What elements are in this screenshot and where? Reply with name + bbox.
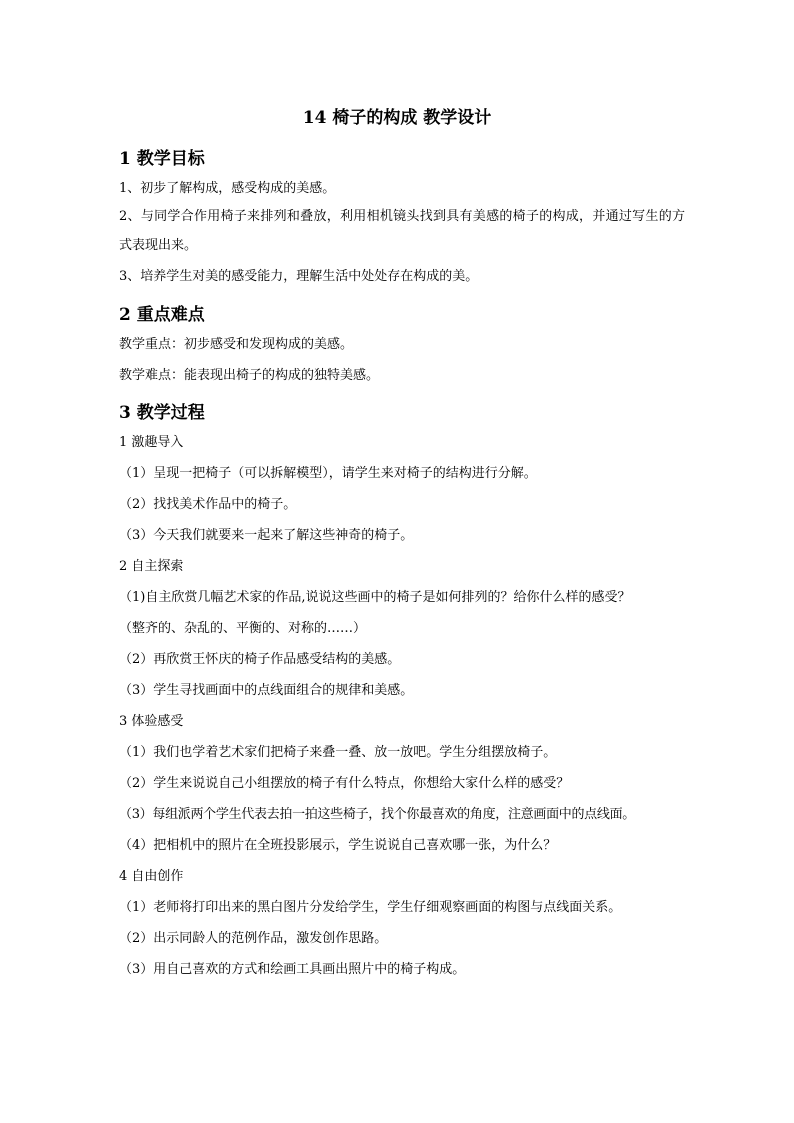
section-heading-process: 3 教学过程: [119, 403, 205, 423]
paragraph: （1)自主欣赏几幅艺术家的作品,说说这些画中的椅子是如何排列的？给你什么样的感受？: [119, 590, 631, 605]
paragraph: （1）老师将打印出来的黑白图片分发给学生，学生仔细观察画面的构图与点线面关系。: [119, 900, 622, 915]
document-body: [119, 146, 685, 980]
paragraph: 教学重点：初步感受和发现构成的美感。: [119, 337, 354, 352]
paragraph: 2、与同学合作用椅子来排列和叠放，利用相机镜头找到具有美感的椅子的构成，并通过写生的方式表现出来。: [119, 209, 685, 253]
paragraph: （3）今天我们就要来一起来了解这些神奇的椅子。: [119, 528, 414, 543]
paragraph: （2）找找美术作品中的椅子。: [119, 497, 297, 512]
paragraph: （3）每组派两个学生代表去拍一拍这些椅子，找个你最喜欢的角度，注意画面中的点线面。: [119, 807, 635, 822]
section-heading-key-points: 2 重点难点: [119, 305, 205, 325]
paragraph: （2）再欣赏王怀庆的椅子作品感受结构的美感。: [119, 652, 401, 667]
paragraph: 1、初步了解构成，感受构成的美感。: [119, 181, 336, 196]
paragraph: （4）把相机中的照片在全班投影展示，学生说说自己喜欢哪一张，为什么？: [119, 838, 557, 853]
subsection-label: 2 自主探索: [119, 559, 184, 574]
paragraph: （1）我们也学着艺术家们把椅子来叠一叠、放一放吧。学生分组摆放椅子。: [119, 745, 557, 760]
subsection-label: 1 激趣导入: [119, 435, 184, 450]
paragraph: （整齐的、杂乱的、平衡的、对称的……）: [119, 621, 367, 636]
page-title: 14 椅子的构成 教学设计: [302, 108, 492, 128]
paragraph: （3）用自己喜欢的方式和绘画工具画出照片中的椅子构成。: [119, 962, 466, 977]
section-heading-objectives: 1 教学目标: [119, 149, 205, 169]
paragraph: （2）出示同龄人的范例作品，激发创作思路。: [119, 931, 388, 946]
paragraph: （2）学生来说说自己小组摆放的椅子有什么特点，你想给大家什么样的感受？: [119, 776, 570, 791]
paragraph: （3）学生寻找画面中的点线面组合的规律和美感。: [119, 683, 414, 698]
subsection-label: 3 体验感受: [119, 714, 184, 729]
subsection-label: 4 自由创作: [119, 869, 184, 884]
paragraph: 教学难点：能表现出椅子的构成的独特美感。: [119, 368, 380, 383]
paragraph: （1）呈现一把椅子（可以拆解模型），请学生来对椅子的结构进行分解。: [119, 466, 537, 481]
paragraph: 3、培养学生对美的感受能力，理解生活中处处存在构成的美。: [119, 269, 479, 284]
